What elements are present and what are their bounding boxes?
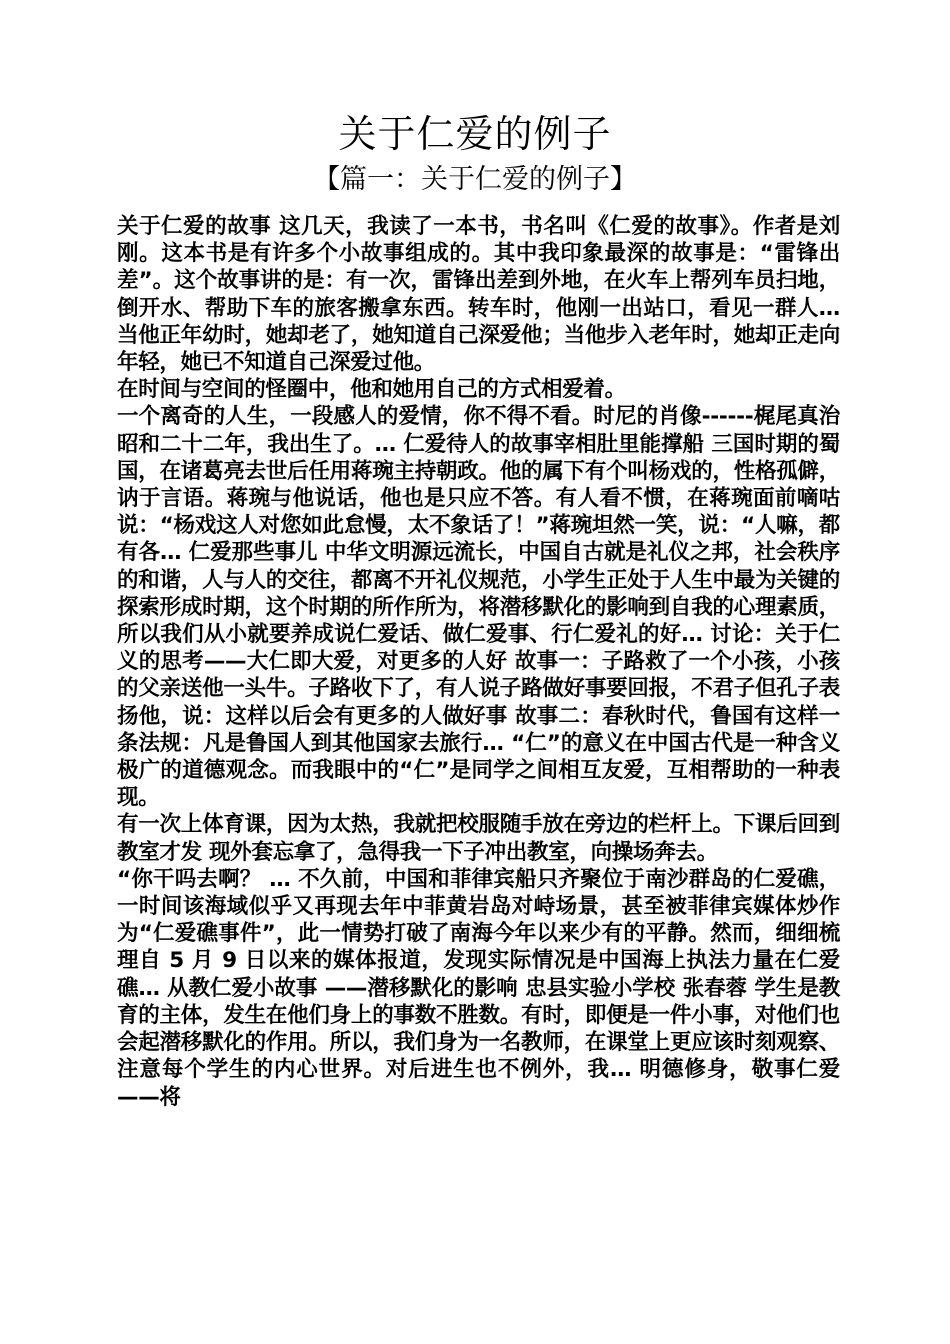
paragraph: 一个离奇的人生，一段感人的爱情，你不得不看。时尼的肖像------梶尾真治昭和二十二年，我出生了。… 仁爱待人的故事宰相肚里能撑船 三国时期的蜀国，在诸葛亮去世后任用蒋琬主持朝政。他的属下有个叫杨戏的，性格孤僻，讷于言语。蒋琬与他说话，他也是只应不答。有人看不惯，在蒋琬面前嘀咕说：“杨戏这人对您如此怠慢，太不象话了！”蒋琬坦然一笑，说：“人嘛，都有各… 仁爱那些事儿 中华文明源远流长，中国自古就是礼仪之邦，社会秩序的和谐，人与人的交往，都离不开礼仪规范，小学生正处于人生中最为关键的探索形成时期，这个时期的所作所为，将潜移默化的影响到自我的心理素质，所以我们从小就要养成说仁爱话、做仁爱事、行仁爱礼的好… 讨论：关于仁义的思考——大仁即大爱，对更多的人好 故事一：子路救了一个小孩，小孩的父亲送他一头牛。子路收下了，有人说子路做好事要回报，不君子但孔子表扬他，说：这样以后会有更多的人做好事 故事二：春秋时代，鲁国有这样一条法规：凡是鲁国人到其他国家去旅行… “仁”的意义在中国古代是一种含义极广的道德观念。而我眼中的“仁”是同学之间相互友爱，互相帮助的一种表现。 [117,404,840,811]
document-title: 关于仁爱的例子 [338,112,612,156]
paragraph: 关于仁爱的故事 这几天，我读了一本书，书名叫《仁爱的故事》。作者是刘刚。这本书是有许多个小故事组成的。其中我印象最深的故事是：“雷锋出差”。这个故事讲的是：有一次，雷锋出差到外地，在火车上帮列车员扫地，倒开水、帮助下车的旅客搬拿东西。转车时，他刚一出站口，看见一群人… 当他正年幼时，她却老了，她知道自己深爱他；当他步入老年时，她却正走向年轻，她已不知道自己深爱过他。 [117,214,840,376]
paragraph: 在时间与空间的怪圈中，他和她用自己的方式相爱着。 [117,377,626,403]
paragraph: 有一次上体育课，因为太热，我就把校服随手放在旁边的栏杆上。下课后回到教室才发 现外套忘拿了，急得我一下子冲出教室，向操场奔去。 [117,812,840,865]
paragraph: “你干吗去啊？ … 不久前，中国和菲律宾船只齐聚位于南沙群岛的仁爱礁，一时间该海域似乎又再现去年中菲黄岩岛对峙场景，甚至被菲律宾媒体炒作为“仁爱礁事件”，此一情势打破了南海今年以来少有的平静。然而，细细梳理自 5 月 9 日以来的媒体报道，发现实际情况是中国海上执法力量在仁爱礁… 从教仁爱小故事 ——潜移默化的影响 忠县实验小学校 张春蓉 学生是教育的主体，发生在他们身上的事数不胜数。有时，即便是一件小事，对他们也会起潜移默化的作用。所以，我们身为一名教师，在课堂上更应该时刻观察、注意每个学生的内心世界。对后进生也不例外，我… 明德修身，敬事仁爱 ——将 [117,866,840,1110]
document-subtitle: 【篇一：关于仁爱的例子】 [313,164,637,195]
document-body [117,213,840,1111]
